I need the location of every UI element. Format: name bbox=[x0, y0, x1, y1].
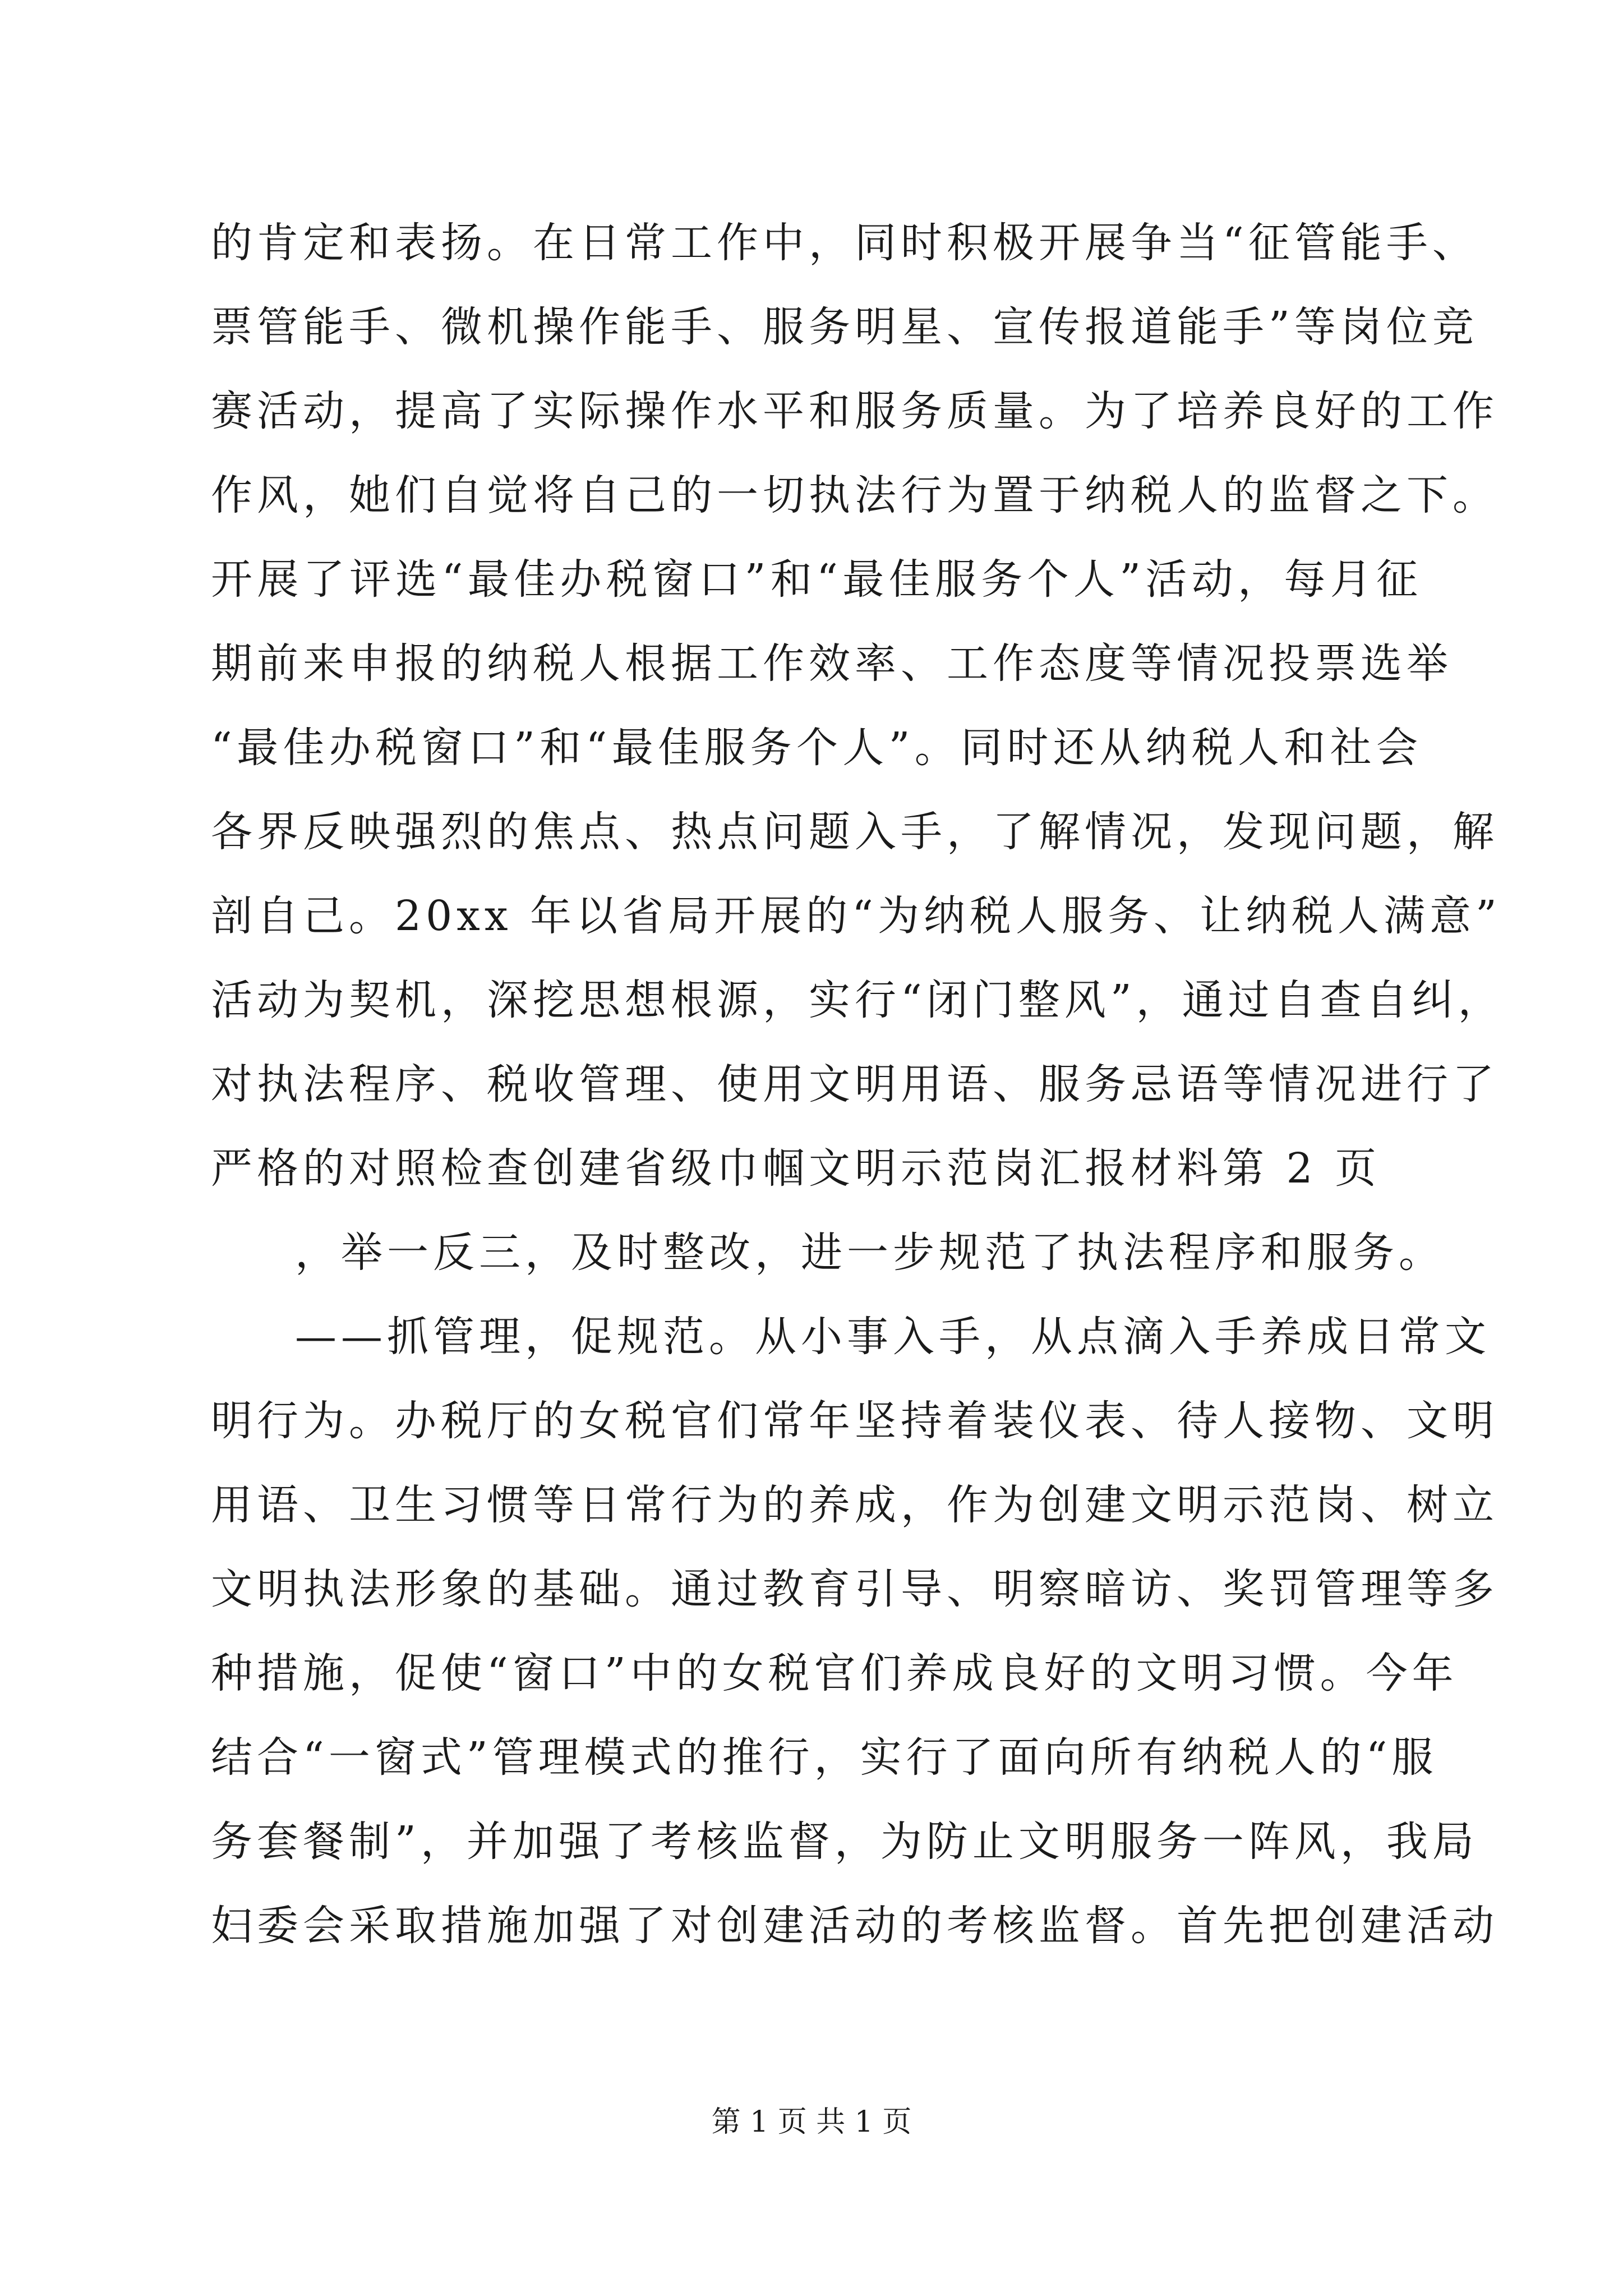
body-line-6: 期前来申报的纳税人根据工作效率、工作态度等情况投票选举 bbox=[211, 639, 1453, 688]
body-line-14: ——抓管理，促规范。从小事入手，从点滴入手养成日常文 bbox=[295, 1313, 1491, 1361]
body-line-18: 种措施，促使“窗口”中的女税官们养成良好的文明习惯。今年 bbox=[211, 1649, 1458, 1697]
body-line-4: 作风，她们自觉将自己的一切执法行为置于纳税人的监督之下。 bbox=[211, 471, 1498, 519]
body-line-5: 开展了评选“最佳办税窗口”和“最佳服务个人”活动，每月征 bbox=[211, 555, 1422, 604]
body-line-11: 对执法程序、税收管理、使用文明用语、服务忌语等情况进行了 bbox=[211, 1060, 1498, 1108]
body-line-13: ，举一反三，及时整改，进一步规范了执法程序和服务。 bbox=[295, 1228, 1445, 1277]
body-line-10: 活动为契机，深挖思想根源，实行“闭门整风”，通过自查自纠， bbox=[211, 976, 1504, 1024]
body-line-9: 剖自己。20xx 年以省局开展的“为纳税人服务、让纳税人满意” bbox=[211, 892, 1501, 940]
body-line-12: 严格的对照检查创建省级巾帼文明示范岗汇报材料第 2 页 bbox=[211, 1144, 1381, 1193]
body-line-20: 务套餐制”，并加强了考核监督，为防止文明服务一阵风，我局 bbox=[211, 1818, 1478, 1866]
body-line-7: “最佳办税窗口”和“最佳服务个人”。同时还从纳税人和社会 bbox=[211, 724, 1422, 772]
page-footer: 第 1 页 共 1 页 bbox=[711, 2105, 912, 2139]
body-line-3: 赛活动，提高了实际操作水平和服务质量。为了培养良好的工作 bbox=[211, 387, 1498, 435]
body-line-21: 妇委会采取措施加强了对创建活动的考核监督。首先把创建活动 bbox=[211, 1902, 1498, 1950]
body-line-17: 文明执法形象的基础。通过教育引导、明察暗访、奖罚管理等多 bbox=[211, 1565, 1498, 1613]
body-line-2: 票管能手、微机操作能手、服务明星、宣传报道能手”等岗位竞 bbox=[211, 303, 1478, 351]
body-line-15: 明行为。办税厅的女税官们常年坚持着装仪表、待人接物、文明 bbox=[211, 1397, 1498, 1445]
body-line-8: 各界反映强烈的焦点、热点问题入手，了解情况，发现问题，解 bbox=[211, 808, 1498, 856]
body-line-16: 用语、卫生习惯等日常行为的养成，作为创建文明示范岗、树立 bbox=[211, 1481, 1498, 1529]
body-line-1: 的肯定和表扬。在日常工作中，同时积极开展争当“征管能手、 bbox=[211, 219, 1478, 267]
body-line-19: 结合“一窗式”管理模式的推行，实行了面向所有纳税人的“服 bbox=[211, 1733, 1438, 1782]
